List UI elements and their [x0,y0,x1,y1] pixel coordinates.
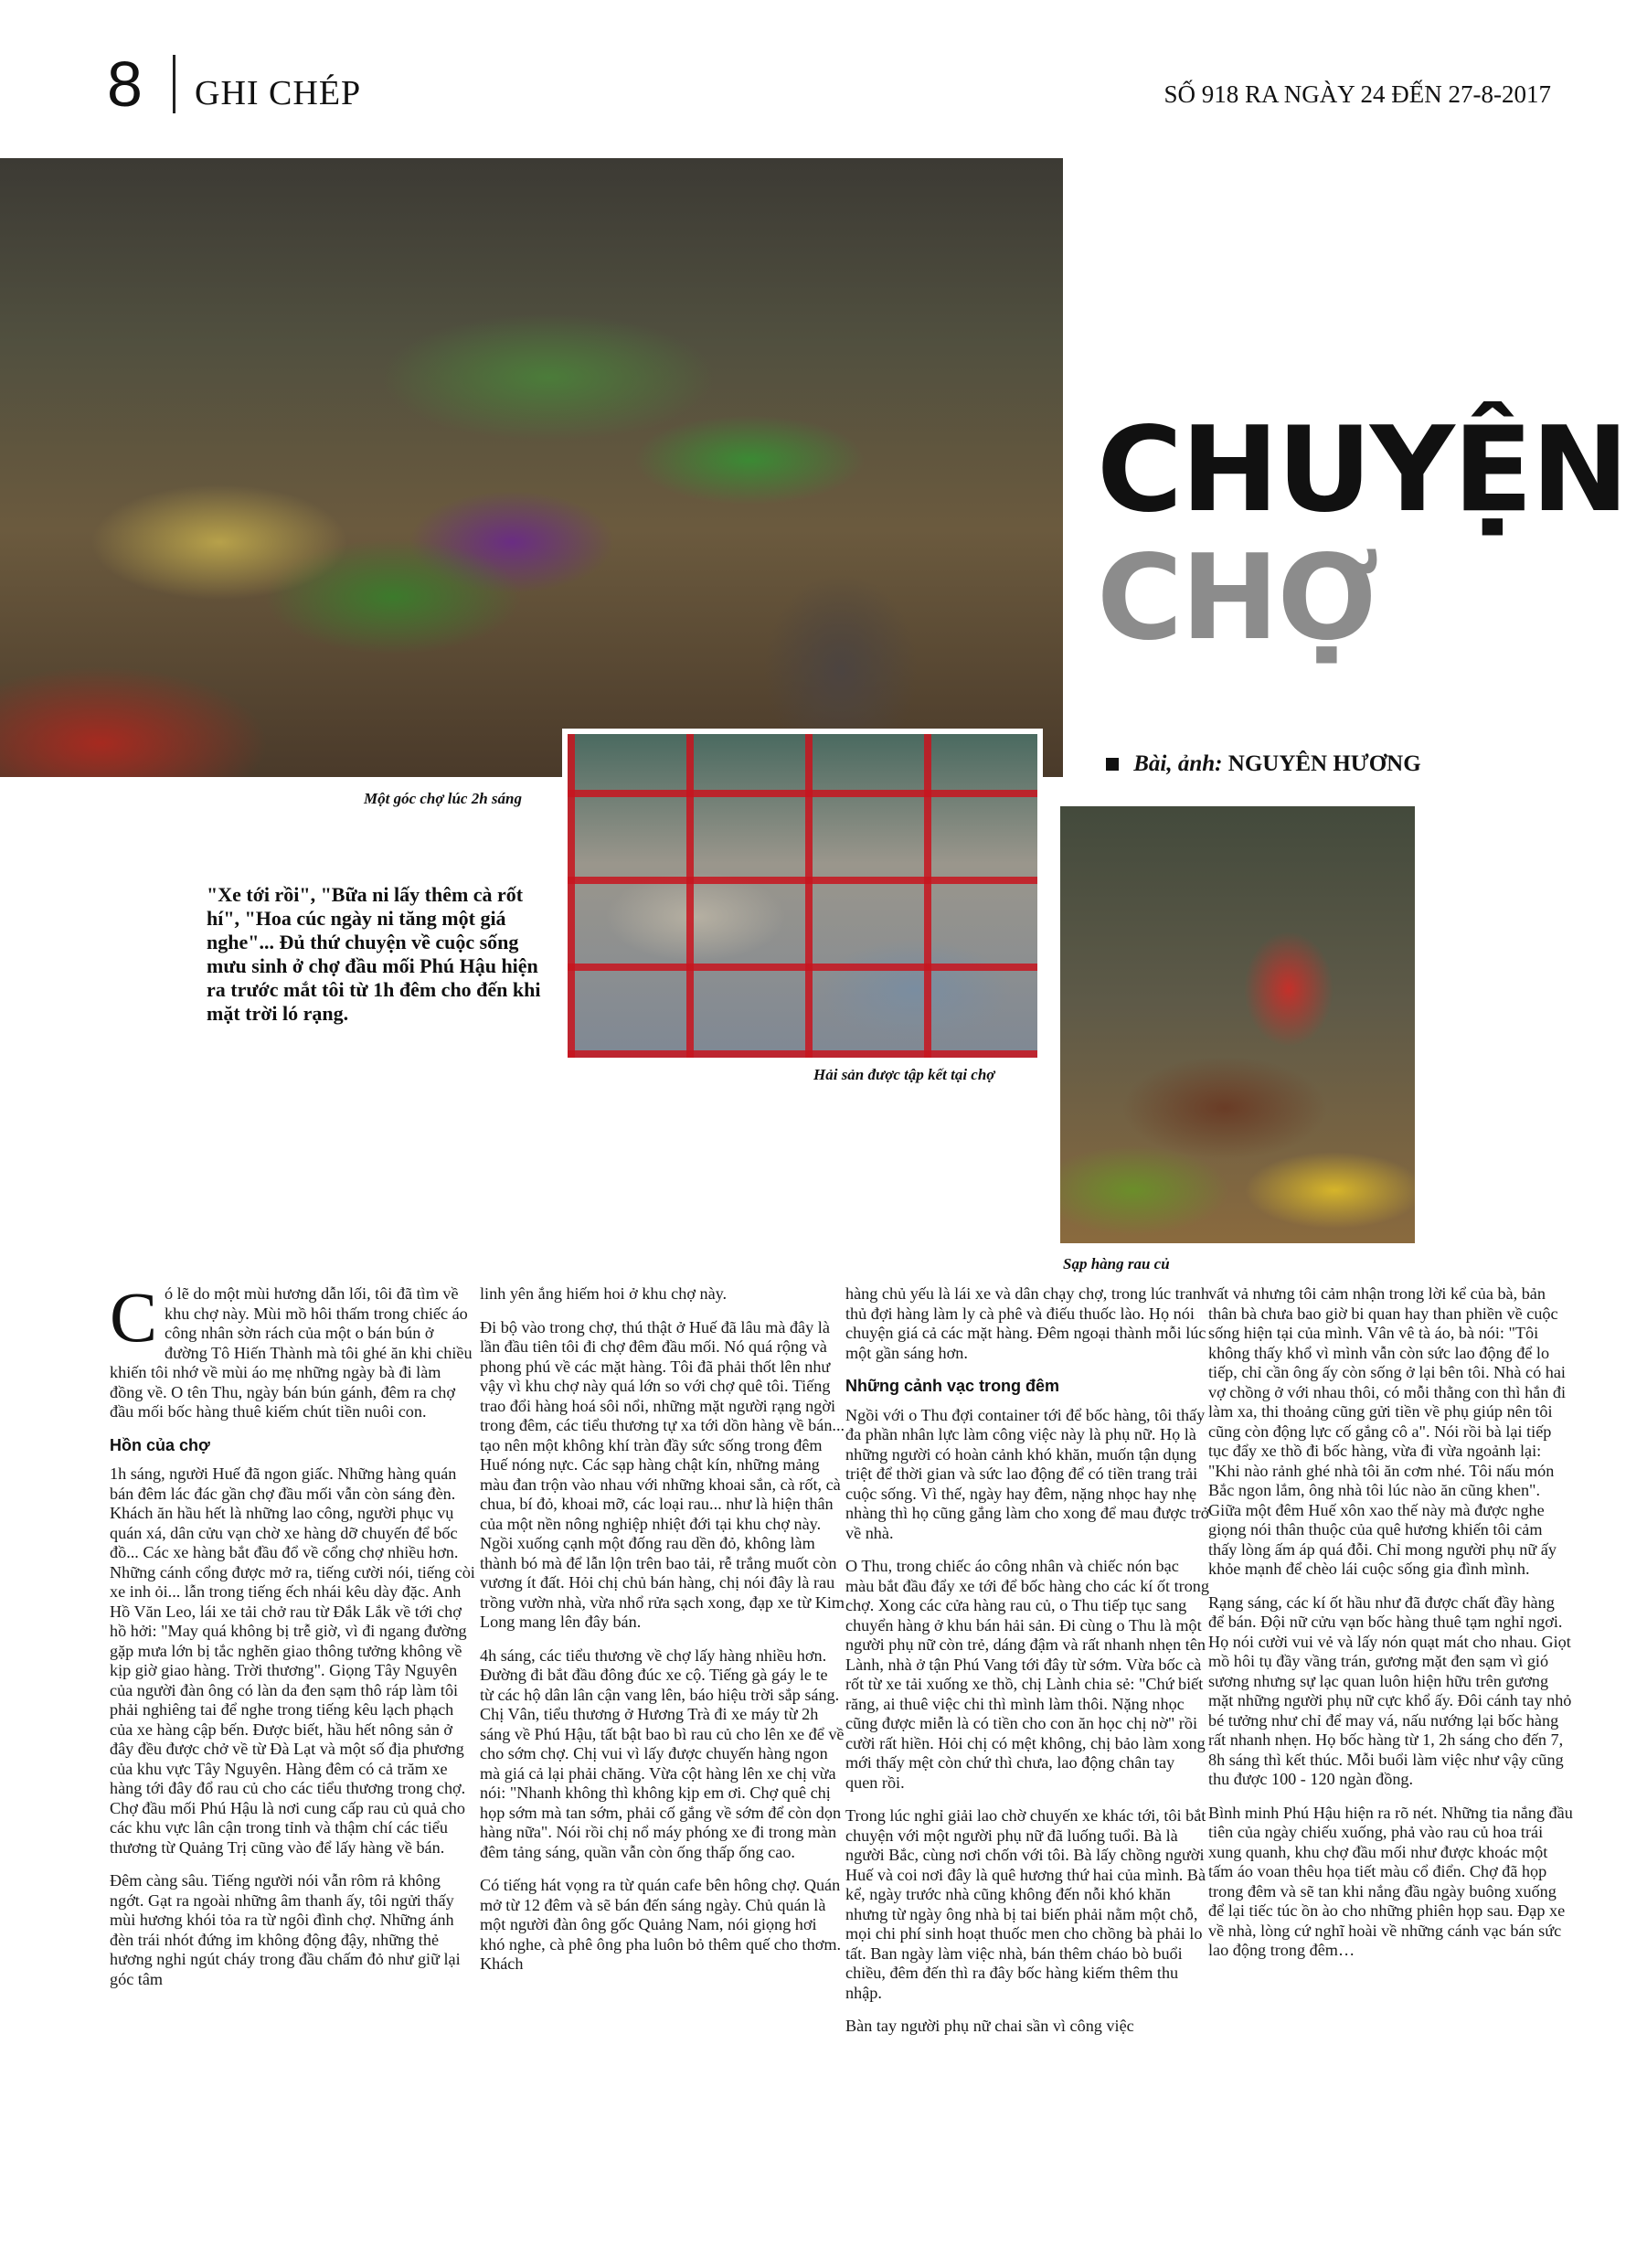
caption-seafood-photo: Hải sản được tập kết tại chợ [813,1066,995,1083]
paragraph: Đi bộ vào trong chợ, thú thật ở Huế đã lâu mà đây là lần đầu tiên tôi đi chợ đêm đầu mối. Nó quá rộng và phong phú về các mặt hàng. Tôi đã phải thốt lên như vậy vì khu chợ này quá lớn so với chợ quê tôi. Tiếng trao đổi hàng hoá sôi nổi, những mặt người rạng ngời trong đêm, các tiểu thương tự xa tới dồn hàng về bán... tạo nên một không khí tràn đầy sức sống trong đêm Huế nóng nực. Các sạp hàng chật kín, những mảng màu đan trộn vào nhau với những khoai sắn, cà rốt, cà chua, bí đỏ, khoai mỡ, các loại rau... như là hiện thân của một nền nông nghiệp nhiệt đới tại khu chợ này. Ngồi xuống cạnh một đống rau dền đỏ, không làm thành bó mà để lẫn lộn trên bao tải, rễ trắng muốt còn vương ít đất. Hỏi chị chủ bán hàng, chị nói đây là rau trồng vườn nhà, vừa nhổ rửa sạch xong, đạp xe từ Kim Long mang lên đây bán. [480,1317,845,1631]
paragraph: Trong lúc nghỉ giải lao chờ chuyến xe khác tới, tôi bắt chuyện với một người phụ nữ đã luống tuổi. Bà là người Bắc, cùng nơi chốn với tôi. Bà lấy chồng người Huế và coi nơi đây là quê hương thứ hai của mình. Bà kể, ngày trước nhà cũng không đến nỗi khó khăn nhưng từ ngày ông nhà bị tai biến phải nằm một chỗ, mọi chi phí sinh hoạt thuốc men cho chồng bà phải lo tất. Ban ngày làm việc nhà, bán thêm cháo bò buổi chiều, đêm đến thì ra đây bốc hàng kiếm thêm thu nhập. [845,1806,1206,2002]
article-column-3 [845,1284,1211,2050]
caption-vegetable-photo: Sạp hàng rau củ [1063,1255,1170,1272]
article-title-line1: CHUYỆN [1097,402,1628,538]
paragraph: Bàn tay người phụ nữ chai sần vì công việc [845,2017,1134,2035]
paragraph-text: ó lẽ do một mùi hương dẫn lối, tôi đã tìm về khu chợ này. Mùi mồ hôi thấm trong chiếc áo công nhân sờn rách của một o bán bún ở đường Tô Hiến Thành mà tôi ghé ăn khi chiều khiến tôi nhớ về mùi áo mẹ những ngày bà đi làm đồng về. O tên Thu, ngày bán bún gánh, đêm ra chợ đầu mối bốc hàng thuê kiếm chút tiền nuôi con. [110,1284,473,1421]
paragraph: linh yên ắng hiếm hoi ở khu chợ này. [480,1284,728,1303]
byline [1106,751,1421,777]
paragraph: 1h sáng, người Huế đã ngon giấc. Những hàng quán bán đêm lác đác gần chợ đầu mối vẫn còn sáng đèn. Khách ăn hầu hết là những lao công, người phục vụ quán xá, dân cửu vạn chờ xe hàng dỡ chuyến để bốc đồ... Các xe hàng bắt đầu đổ về cổng chợ nhiều hơn. Những cánh cổng được mở ra, tiếng cười nói, tiếng còi xe inh ỏi... lẫn trong tiếng ếch nhái kêu dày đặc. Anh Hồ Văn Leo, lái xe tải chở rau từ Đắk Lắk về tới chợ hồ hởi: "May quá không bị trễ giờ, vì đi ngang đường gặp mưa lớn bị tắc nghẽn giao thông tưởng không về kịp giờ giao hàng. Trời thương". Giọng Tây Nguyên của người đàn ông có làn da đen sạm thô ráp làm tôi phải nghiêng tai để nghe trong tiếng kêu lạch phạch của xe hàng cập bến. Được biết, hầu hết nông sản ở đây đều được chở về từ Đà Lạt và một số địa phương của khu vực Tây Nguyên. Hàng đêm có cả trăm xe hàng tới đây đổ rau củ cho các tiểu thương trong chợ. Chợ đầu mối Phú Hậu là nơi cung cấp rau củ quả cho các khu vực lân cận trong tỉnh và thậm chí các tiểu thương từ Quảng Trị cũng vào để lấy hàng về bán. [110,1464,475,1857]
paragraph: Bình minh Phú Hậu hiện ra rõ nét. Những tia nắng đầu tiên của ngày chiếu xuống, phả vào rau củ hoa trái xung quanh, khu chợ đầu mối như được khoác một tấm áo voan thêu họa tiết màu cổ điển. Chợ đã họp trong đêm và sẽ tan khi nắng đầu ngày buông xuống để lại tiếc túc ồn ào cho những phiên họp sau. Đạp xe về nhà, lòng cứ nghĩ hoài về những cánh vạc bán sức lao động trong đêm… [1208,1803,1573,1959]
bullet-square-icon [1106,758,1119,771]
paragraph: vất vả nhưng tôi cảm nhận trong lời kể của bà, bản thân bà chưa bao giờ bi quan hay than phiền về cuộc sống hiện tại của mình. Vân vê tà áo, bà nói: "Tôi không thấy khổ vì mình vẫn còn sức lao động để lo tiếp, chỉ cần ông ấy còn sống ở lại bên tôi. Nhà có hai vợ chồng ở với nhau thôi, có mỗi thằng con thì hắn đi làm xa, thi thoảng cũng gửi tiền về phụ giúp nên tôi cũng còn động lực cố gắng cô a". Nói rồi bà lại tiếp tục đẩy xe thồ đi bốc hàng, vừa đi vừa ngoảnh lại: "Khi nào rảnh ghé nhà tôi ăn cơm nhé. Tôi nấu món Bắc ngon lắm, ông nhà tôi lúc nào ăn cũng khen". Giữa một đêm Huế xôn xao thế này mà được nghe giọng nói thân thuộc của quê hương khiến tôi cảm thấy lòng ấm áp quá đỗi. Chỉ mong người phụ nữ ấy khỏe mạnh để chèo lái cuộc sống gia đình mình. [1208,1284,1567,1578]
header-divider [173,55,175,113]
paragraph: Ngồi với o Thu đợi container tới để bốc hàng, tôi thấy đa phần nhân lực làm công việc này là phụ nữ. Họ là những người có hoàn cảnh khó khăn, muốn tận dụng triệt để thời gian và sức lao động để có tiền trang trải cuộc sống. Vì thế, ngày hay đêm, nặng nhọc hay nhẹ nhàng thì họ cũng gắng làm cho xong để mau được trở về nhà. [845,1405,1210,1542]
market-photo-main [0,158,1063,777]
article-column-4 [1208,1284,1574,1975]
vegetable-stall-photo [1060,806,1415,1243]
paragraph: Rạng sáng, các kí ốt hầu như đã được chất đầy hàng để bán. Đội nữ cửu vạn bốc hàng thuê tạm nghỉ ngơi. Họ nói cười vui vẻ và lấy nón quạt mát cho nhau. Giọt mồ hôi tụ đầy vầng trán, gương mặt đen sạm vì gió sương nhưng sự lạc quan luôn hiện hữu trên gương mặt những người phụ nữ cực khổ ấy. Đôi cánh tay nhỏ bé tưởng như chỉ để may vá, nấu nướng lại bốc hàng rất nhanh nhẹn. Họ bốc hàng từ 1, 2h sáng cho đến 7, 8h sáng thì kết thúc. Mỗi buổi làm việc như vậy cũng thu được 100 - 120 ngàn đồng. [1208,1592,1572,1788]
page-number: 8 [107,48,143,120]
byline-author: NGUYÊN HƯƠNG [1227,751,1421,776]
article-column-1 [110,1277,475,2003]
byline-label: Bài, ảnh: [1133,751,1223,776]
paragraph: Đêm càng sâu. Tiếng người nói vẫn rôm rả không ngớt. Gạt ra ngoài những âm thanh ấy, tôi ngửi thấy mùi hương khói tỏa ra từ ngôi đình chợ. Những ánh đèn trái nhót đứng im không động đậy, những thẻ hương nghi ngút cháy trong đầu chấm đỏ như giữ lại góc tâm [110,1871,461,1988]
paragraph: 4h sáng, các tiểu thương về chợ lấy hàng nhiều hơn. Đường đi bắt đầu đông đúc xe cộ. Tiếng gà gáy le te từ các hộ dân lân cận vang lên, báo hiệu trời sắp sáng. Chị Vân, tiểu thương ở Hương Trà đi xe máy từ 2h sáng về Phú Hậu, tất bật bao bì rau củ cho lên xe để về cho sớm chợ. Chị vui vì lấy được chuyến hàng ngon mà giá cả lại phải chăng. Vừa cột hàng lên xe chị vừa nói: "Nhanh không thì không kịp em ơi. Chợ quê chị họp sớm mà tan sớm, phải cố gắng về sớm để còn dọn hàng nữa". Nói rồi chị nổ máy phóng xe đi trong màn đêm tảng sáng, quần vẫn còn ống thấp ống cao. [480,1645,845,1861]
drop-cap: C [110,1277,158,1357]
section-name: GHI CHÉP [195,74,362,112]
paragraph: hàng chủ yếu là lái xe và dân chạy chợ, trong lúc tranh thủ đợi hàng làm ly cà phê và điếu thuốc lào. Họ nói chuyện giá cả các mặt hàng. Đêm ngoại thành mỗi lúc một gần sáng hơn. [845,1284,1209,1362]
subheading: Hồn của chợ [110,1435,210,1454]
issue-info: SỐ 918 RA NGÀY 24 ĐẾN 27-8-2017 [1164,80,1551,108]
article-column-2 [480,1284,845,1988]
seafood-photo [562,729,1043,1063]
paragraph [110,1277,475,1422]
paragraph: O Thu, trong chiếc áo công nhân và chiếc nón bạc màu bắt đầu đẩy xe tới để bốc hàng cho các kí ốt trong chợ. Xong các cửa hàng rau củ, o Thu tiếp tục sang chuyển hàng ở khu bán hải sản. Đi cùng o Thu là một người phụ nữ còn trẻ, dáng đậm và rất nhanh nhẹn tên Lành, nhà ở tận Phú Vang tới đây từ sớm. Vừa bốc cà rốt từ xe tải xuống xe thồ, chị Lành chia sẻ: "Chứ biết răng, ai thuê việc chi thì mình làm thôi. Nặng nhọc cũng được miễn là có tiền cho con ăn học chị nờ" rồi cười rất hiền. Hỏi chị có mệt không, chị bảo làm xong mới thấy mệt còn chứ thì chưa, lao động chân tay quen rồi. [845,1557,1209,1792]
article-lead: "Xe tới rồi", "Bữa ni lấy thêm cà rốt hí", "Hoa cúc ngày ni tăng một giá nghe"... Đủ thứ chuyện về cuộc sống mưu sinh ở chợ đầu mối Phú Hậu hiện ra trước mắt tôi từ 1h đêm cho đến khi mặt trời ló rạng. [207,883,541,1025]
subheading: Những cảnh vạc trong đêm [845,1377,1060,1395]
article-title-line2: CHỢ [1097,530,1377,666]
caption-main-photo: Một góc chợ lúc 2h sáng [364,790,523,807]
paragraph: Có tiếng hát vọng ra từ quán cafe bên hông chợ. Quán mở từ 12 đêm và sẽ bán đến sáng ngày. Chủ quán là một người đàn ông gốc Quảng Nam, nói giọng hơi khó nghe, cà phê ông pha luôn bỏ thêm quế cho thơm. Khách [480,1876,842,1973]
